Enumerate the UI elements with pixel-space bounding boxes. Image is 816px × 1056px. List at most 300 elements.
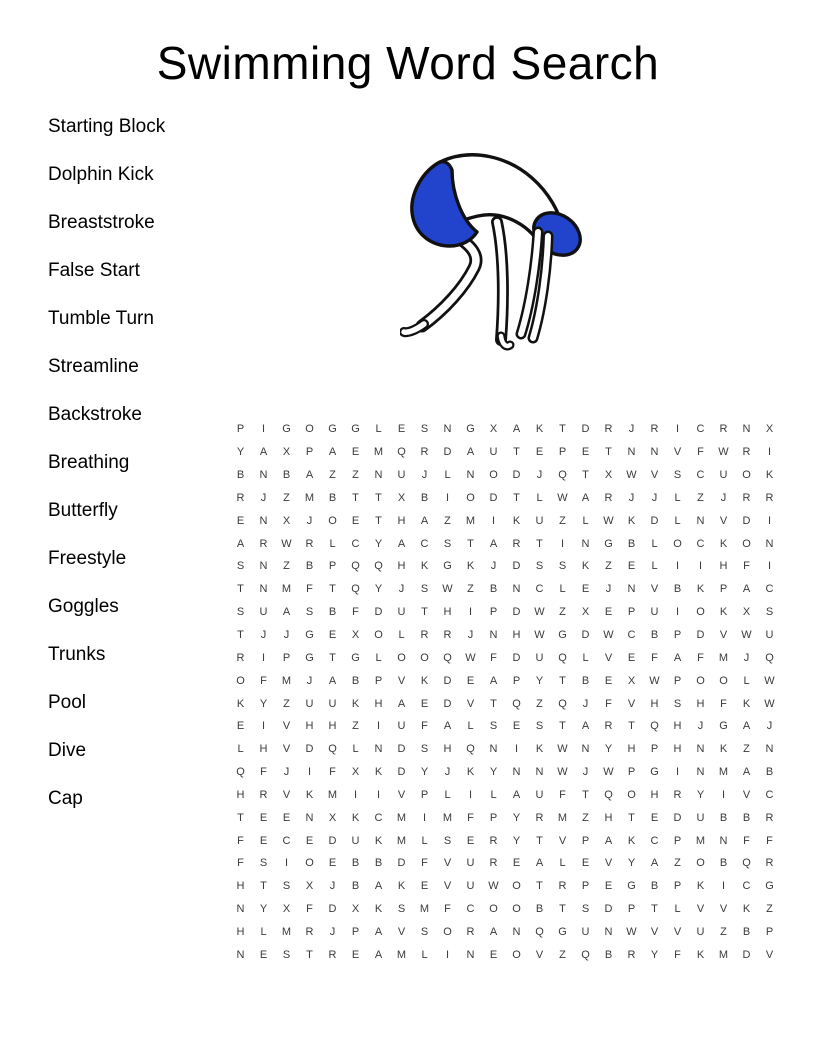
grid-letter: P	[374, 674, 383, 687]
grid-letter: A	[374, 948, 383, 961]
grid-letter: E	[535, 446, 544, 459]
grid-letter: L	[559, 857, 566, 870]
grid-letter: F	[559, 788, 566, 801]
grid-letter: N	[535, 766, 544, 779]
grid-letter: U	[535, 651, 544, 664]
grid-letter: P	[305, 446, 314, 459]
grid-letter: U	[397, 469, 406, 482]
grid-letter: J	[283, 629, 290, 642]
grid-letter: G	[558, 629, 567, 642]
grid-letter: W	[442, 583, 453, 596]
grid-letter: M	[327, 788, 338, 801]
grid-letter: C	[282, 834, 291, 847]
grid-letter: J	[398, 583, 405, 596]
grid-letter: B	[535, 903, 544, 916]
grid-letter: U	[650, 606, 659, 619]
grid-letter: F	[352, 606, 359, 619]
grid-letter: K	[581, 560, 590, 573]
page-title: Swimming Word Search	[156, 37, 660, 89]
grid-letter: T	[559, 903, 566, 916]
grid-letter: Q	[328, 743, 337, 756]
grid-letter: Q	[765, 651, 774, 664]
grid-letter: N	[374, 469, 383, 482]
grid-letter: A	[374, 880, 383, 893]
grid-letter: A	[236, 537, 245, 550]
grid-letter: R	[420, 446, 429, 459]
grid-letter: R	[305, 925, 314, 938]
grid-letter: S	[420, 925, 429, 938]
grid-letter: H	[650, 788, 659, 801]
grid-letter: R	[765, 491, 774, 504]
grid-letter: I	[675, 560, 680, 573]
grid-letter: Z	[352, 720, 359, 733]
grid-letter: J	[743, 651, 750, 664]
grid-letter: X	[742, 606, 751, 619]
grid-letter: Y	[512, 811, 521, 824]
grid-letter: S	[236, 560, 245, 573]
grid-letter: P	[627, 606, 636, 619]
grid-letter: N	[259, 469, 268, 482]
grid-letter: O	[305, 857, 314, 870]
grid-letter: E	[581, 446, 590, 459]
grid-letter: V	[719, 514, 728, 527]
grid-letter: D	[512, 606, 521, 619]
grid-letter: A	[466, 446, 475, 459]
grid-letter: T	[237, 583, 244, 596]
grid-letter: Z	[467, 583, 474, 596]
grid-letter: G	[305, 629, 314, 642]
grid-letter: I	[675, 766, 680, 779]
grid-letter: N	[604, 925, 613, 938]
grid-letter: L	[490, 788, 497, 801]
grid-letter: I	[422, 811, 427, 824]
word-list-item: Pool	[48, 692, 87, 713]
word-list-item: Dolphin Kick	[48, 164, 154, 185]
grid-letter: G	[719, 720, 728, 733]
grid-letter: A	[742, 583, 751, 596]
grid-letter: R	[765, 857, 774, 870]
grid-letter: E	[351, 514, 360, 527]
grid-letter: E	[282, 811, 291, 824]
grid-letter: B	[765, 766, 774, 779]
grid-letter: N	[512, 925, 521, 938]
grid-letter: L	[352, 743, 359, 756]
grid-letter: C	[696, 423, 705, 436]
grid-letter: Z	[697, 491, 704, 504]
grid-letter: D	[673, 811, 682, 824]
grid-letter: A	[328, 446, 337, 459]
grid-letter: S	[558, 560, 567, 573]
word-list-item: Butterfly	[48, 500, 118, 521]
grid-letter: D	[512, 651, 521, 664]
grid-letter: O	[742, 537, 751, 550]
grid-letter: I	[767, 446, 772, 459]
grid-letter: N	[466, 948, 475, 961]
grid-letter: J	[467, 629, 474, 642]
grid-letter: Q	[351, 583, 360, 596]
grid-letter: P	[673, 880, 682, 893]
grid-letter: R	[512, 537, 521, 550]
grid-letter: J	[444, 766, 451, 779]
grid-letter: E	[420, 880, 429, 893]
grid-letter: F	[467, 811, 474, 824]
grid-letter: I	[261, 423, 266, 436]
grid-letter: V	[765, 948, 774, 961]
grid-letter: G	[650, 766, 659, 779]
grid-letter: M	[695, 834, 706, 847]
grid-letter: S	[259, 857, 268, 870]
grid-letter: F	[651, 651, 658, 664]
grid-letter: P	[282, 651, 291, 664]
grid-letter: Q	[351, 560, 360, 573]
grid-letter: L	[329, 537, 336, 550]
grid-letter: G	[604, 537, 613, 550]
grid-letter: Z	[559, 606, 566, 619]
grid-letter: P	[673, 674, 682, 687]
grid-letter: G	[443, 560, 452, 573]
grid-letter: P	[765, 925, 774, 938]
grid-letter: H	[512, 629, 521, 642]
grid-letter: W	[557, 743, 568, 756]
grid-letter: E	[650, 811, 659, 824]
grid-letter: Y	[259, 697, 268, 710]
grid-letter: G	[282, 423, 291, 436]
grid-letter: W	[718, 446, 729, 459]
grid-letter: V	[719, 629, 728, 642]
grid-letter: K	[719, 743, 728, 756]
grid-letter: K	[742, 903, 751, 916]
grid-letter: T	[490, 697, 497, 710]
grid-letter: N	[489, 743, 498, 756]
grid-letter: A	[305, 469, 314, 482]
grid-letter: Z	[720, 925, 727, 938]
grid-letter: B	[673, 583, 682, 596]
grid-letter: Z	[559, 514, 566, 527]
grid-letter: V	[696, 903, 705, 916]
grid-letter: S	[282, 948, 291, 961]
grid-letter: Q	[466, 743, 475, 756]
grid-letter: E	[259, 948, 268, 961]
grid-letter: R	[328, 948, 337, 961]
grid-letter: K	[535, 423, 544, 436]
grid-letter: W	[741, 629, 752, 642]
grid-letter: D	[696, 629, 705, 642]
grid-letter: B	[374, 857, 383, 870]
grid-letter: A	[673, 651, 682, 664]
grid-letter: O	[696, 674, 705, 687]
grid-letter: W	[465, 651, 476, 664]
grid-letter: L	[421, 948, 428, 961]
grid-letter: X	[581, 606, 590, 619]
grid-letter: P	[627, 903, 636, 916]
grid-letter: R	[558, 880, 567, 893]
grid-letter: S	[489, 720, 498, 733]
grid-letter: Z	[582, 811, 589, 824]
grid-letter: K	[535, 743, 544, 756]
grid-letter: K	[374, 903, 383, 916]
grid-letter: U	[535, 788, 544, 801]
grid-letter: R	[466, 925, 475, 938]
grid-letter: K	[696, 583, 705, 596]
grid-letter: R	[742, 491, 751, 504]
grid-letter: F	[260, 674, 267, 687]
grid-letter: A	[650, 857, 659, 870]
grid-letter: G	[558, 925, 567, 938]
grid-letter: K	[420, 560, 429, 573]
grid-letter: I	[721, 880, 726, 893]
grid-letter: E	[512, 857, 521, 870]
grid-letter: H	[236, 880, 245, 893]
grid-letter: T	[421, 606, 428, 619]
grid-letter: N	[259, 514, 268, 527]
grid-letter: L	[375, 423, 382, 436]
grid-letter: S	[581, 903, 590, 916]
grid-letter: N	[259, 583, 268, 596]
grid-letter: U	[696, 925, 705, 938]
grid-letter: S	[443, 537, 452, 550]
grid-letter: L	[260, 925, 267, 938]
grid-letter: T	[536, 880, 543, 893]
grid-letter: Y	[535, 674, 544, 687]
grid-letter: A	[581, 720, 590, 733]
grid-letter: T	[375, 491, 382, 504]
grid-letter: M	[465, 514, 476, 527]
grid-letter: F	[766, 834, 773, 847]
grid-letter: V	[535, 948, 544, 961]
grid-letter: C	[696, 537, 705, 550]
grid-letter: O	[719, 674, 728, 687]
grid-letter: G	[627, 880, 636, 893]
grid-letter: M	[281, 925, 292, 938]
grid-letter: T	[513, 491, 520, 504]
grid-letter: E	[627, 560, 636, 573]
grid-letter: N	[696, 514, 705, 527]
grid-letter: A	[489, 537, 498, 550]
grid-letter: D	[581, 423, 590, 436]
grid-letter: K	[696, 948, 705, 961]
grid-letter: U	[466, 880, 475, 893]
grid-letter: P	[558, 446, 567, 459]
grid-letter: Y	[259, 903, 268, 916]
grid-letter: Z	[536, 697, 543, 710]
grid-letter: N	[650, 446, 659, 459]
grid-letter: E	[259, 834, 268, 847]
grid-letter: L	[237, 743, 244, 756]
grid-letter: Z	[352, 469, 359, 482]
grid-letter: C	[742, 880, 751, 893]
grid-letter: E	[581, 857, 590, 870]
grid-letter: U	[581, 925, 590, 938]
grid-letter: M	[718, 948, 729, 961]
grid-letter: K	[374, 766, 383, 779]
grid-letter: P	[236, 423, 245, 436]
grid-letter: I	[560, 537, 565, 550]
grid-letter: G	[351, 423, 360, 436]
grid-letter: G	[351, 651, 360, 664]
grid-letter: R	[305, 537, 314, 550]
grid-letter: E	[351, 948, 360, 961]
grid-letter: Z	[766, 903, 773, 916]
grid-letter: Y	[374, 583, 383, 596]
grid-letter: R	[650, 423, 659, 436]
grid-letter: I	[376, 720, 381, 733]
grid-letter: T	[513, 446, 520, 459]
grid-letter: D	[397, 857, 406, 870]
grid-letter: T	[467, 537, 474, 550]
grid-letter: X	[604, 469, 613, 482]
grid-letter: B	[420, 491, 429, 504]
grid-letter: N	[719, 834, 728, 847]
grid-letter: H	[719, 560, 728, 573]
grid-letter: F	[674, 948, 681, 961]
grid-letter: S	[673, 469, 682, 482]
grid-letter: F	[260, 766, 267, 779]
grid-letter: L	[375, 651, 382, 664]
grid-letter: H	[673, 743, 682, 756]
grid-letter: U	[489, 446, 498, 459]
grid-letter: P	[581, 834, 590, 847]
grid-letter: M	[396, 834, 407, 847]
grid-letter: P	[581, 880, 590, 893]
grid-letter: J	[697, 720, 704, 733]
grid-letter: Q	[581, 948, 590, 961]
grid-letter: L	[559, 583, 566, 596]
grid-letter: N	[259, 560, 268, 573]
grid-letter: P	[420, 788, 429, 801]
grid-letter: M	[718, 651, 729, 664]
grid-letter: R	[236, 491, 245, 504]
grid-letter: R	[627, 948, 636, 961]
grid-letter: U	[765, 629, 774, 642]
grid-letter: P	[351, 925, 360, 938]
grid-letter: J	[260, 629, 267, 642]
grid-letter: A	[282, 606, 291, 619]
grid-letter: L	[674, 903, 681, 916]
grid-letter: J	[628, 423, 635, 436]
grid-letter: C	[374, 811, 383, 824]
grid-letter: Q	[558, 469, 567, 482]
word-list-item: Starting Block	[48, 116, 166, 137]
grid-letter: E	[512, 720, 521, 733]
grid-letter: N	[696, 766, 705, 779]
grid-letter: V	[443, 857, 452, 870]
grid-letter: W	[764, 674, 775, 687]
grid-letter: H	[236, 925, 245, 938]
grid-letter: O	[696, 606, 705, 619]
grid-letter: U	[466, 857, 475, 870]
grid-letter: K	[719, 606, 728, 619]
grid-letter: Y	[512, 834, 521, 847]
grid-letter: R	[604, 491, 613, 504]
grid-letter: V	[673, 925, 682, 938]
grid-letter: V	[282, 743, 291, 756]
grid-letter: U	[328, 697, 337, 710]
grid-letter: Z	[674, 857, 681, 870]
grid-letter: O	[489, 469, 498, 482]
grid-letter: Q	[650, 720, 659, 733]
grid-letter: M	[557, 811, 568, 824]
grid-letter: U	[397, 606, 406, 619]
grid-letter: M	[396, 948, 407, 961]
word-list-item: Breathing	[48, 452, 130, 473]
grid-letter: I	[468, 788, 473, 801]
grid-letter: I	[675, 606, 680, 619]
grid-letter: I	[698, 560, 703, 573]
grid-letter: J	[628, 491, 635, 504]
grid-letter: Q	[558, 651, 567, 664]
grid-letter: A	[443, 720, 452, 733]
grid-letter: O	[466, 491, 475, 504]
grid-letter: X	[351, 766, 360, 779]
grid-letter: J	[421, 469, 428, 482]
grid-letter: M	[718, 766, 729, 779]
grid-letter: D	[305, 743, 314, 756]
grid-letter: J	[306, 514, 313, 527]
grid-letter: H	[650, 697, 659, 710]
grid-letter: B	[351, 880, 360, 893]
grid-letter: V	[558, 834, 567, 847]
grid-letter: L	[536, 491, 543, 504]
grid-letter: X	[305, 880, 314, 893]
swimmer-dive-illustration	[400, 150, 600, 355]
grid-letter: O	[627, 788, 636, 801]
grid-letter: S	[535, 720, 544, 733]
grid-letter: W	[626, 925, 637, 938]
grid-letter: T	[605, 446, 612, 459]
grid-letter: L	[651, 537, 658, 550]
grid-letter: P	[673, 834, 682, 847]
grid-letter: I	[261, 651, 266, 664]
grid-letter: Y	[627, 857, 636, 870]
grid-letter: P	[650, 743, 659, 756]
grid-letter: D	[374, 606, 383, 619]
grid-letter: N	[236, 903, 245, 916]
grid-letter: E	[466, 674, 475, 687]
grid-letter: K	[627, 834, 636, 847]
grid-letter: X	[351, 629, 360, 642]
grid-letter: H	[604, 811, 613, 824]
grid-letter: H	[305, 720, 314, 733]
grid-letter: N	[627, 583, 636, 596]
grid-letter: B	[719, 811, 728, 824]
grid-letter: F	[306, 903, 313, 916]
grid-letter: A	[742, 720, 751, 733]
grid-letter: H	[696, 697, 705, 710]
grid-letter: L	[421, 834, 428, 847]
grid-letter: B	[351, 674, 360, 687]
grid-letter: U	[719, 469, 728, 482]
grid-letter: B	[627, 537, 636, 550]
grid-letter: R	[604, 423, 613, 436]
grid-letter: G	[328, 423, 337, 436]
grid-letter: N	[466, 469, 475, 482]
grid-letter: K	[420, 674, 429, 687]
grid-letter: A	[397, 697, 406, 710]
grid-letter: L	[674, 514, 681, 527]
word-list-item: Backstroke	[48, 404, 142, 425]
grid-letter: M	[281, 583, 292, 596]
grid-letter: X	[282, 514, 291, 527]
grid-letter: D	[397, 766, 406, 779]
grid-letter: I	[261, 720, 266, 733]
grid-letter: O	[236, 674, 245, 687]
grid-letter: T	[582, 788, 589, 801]
grid-letter: J	[582, 697, 589, 710]
grid-letter: V	[627, 697, 636, 710]
grid-letter: A	[512, 423, 521, 436]
grid-letter: O	[512, 880, 521, 893]
word-list-item: Tumble Turn	[48, 308, 154, 329]
